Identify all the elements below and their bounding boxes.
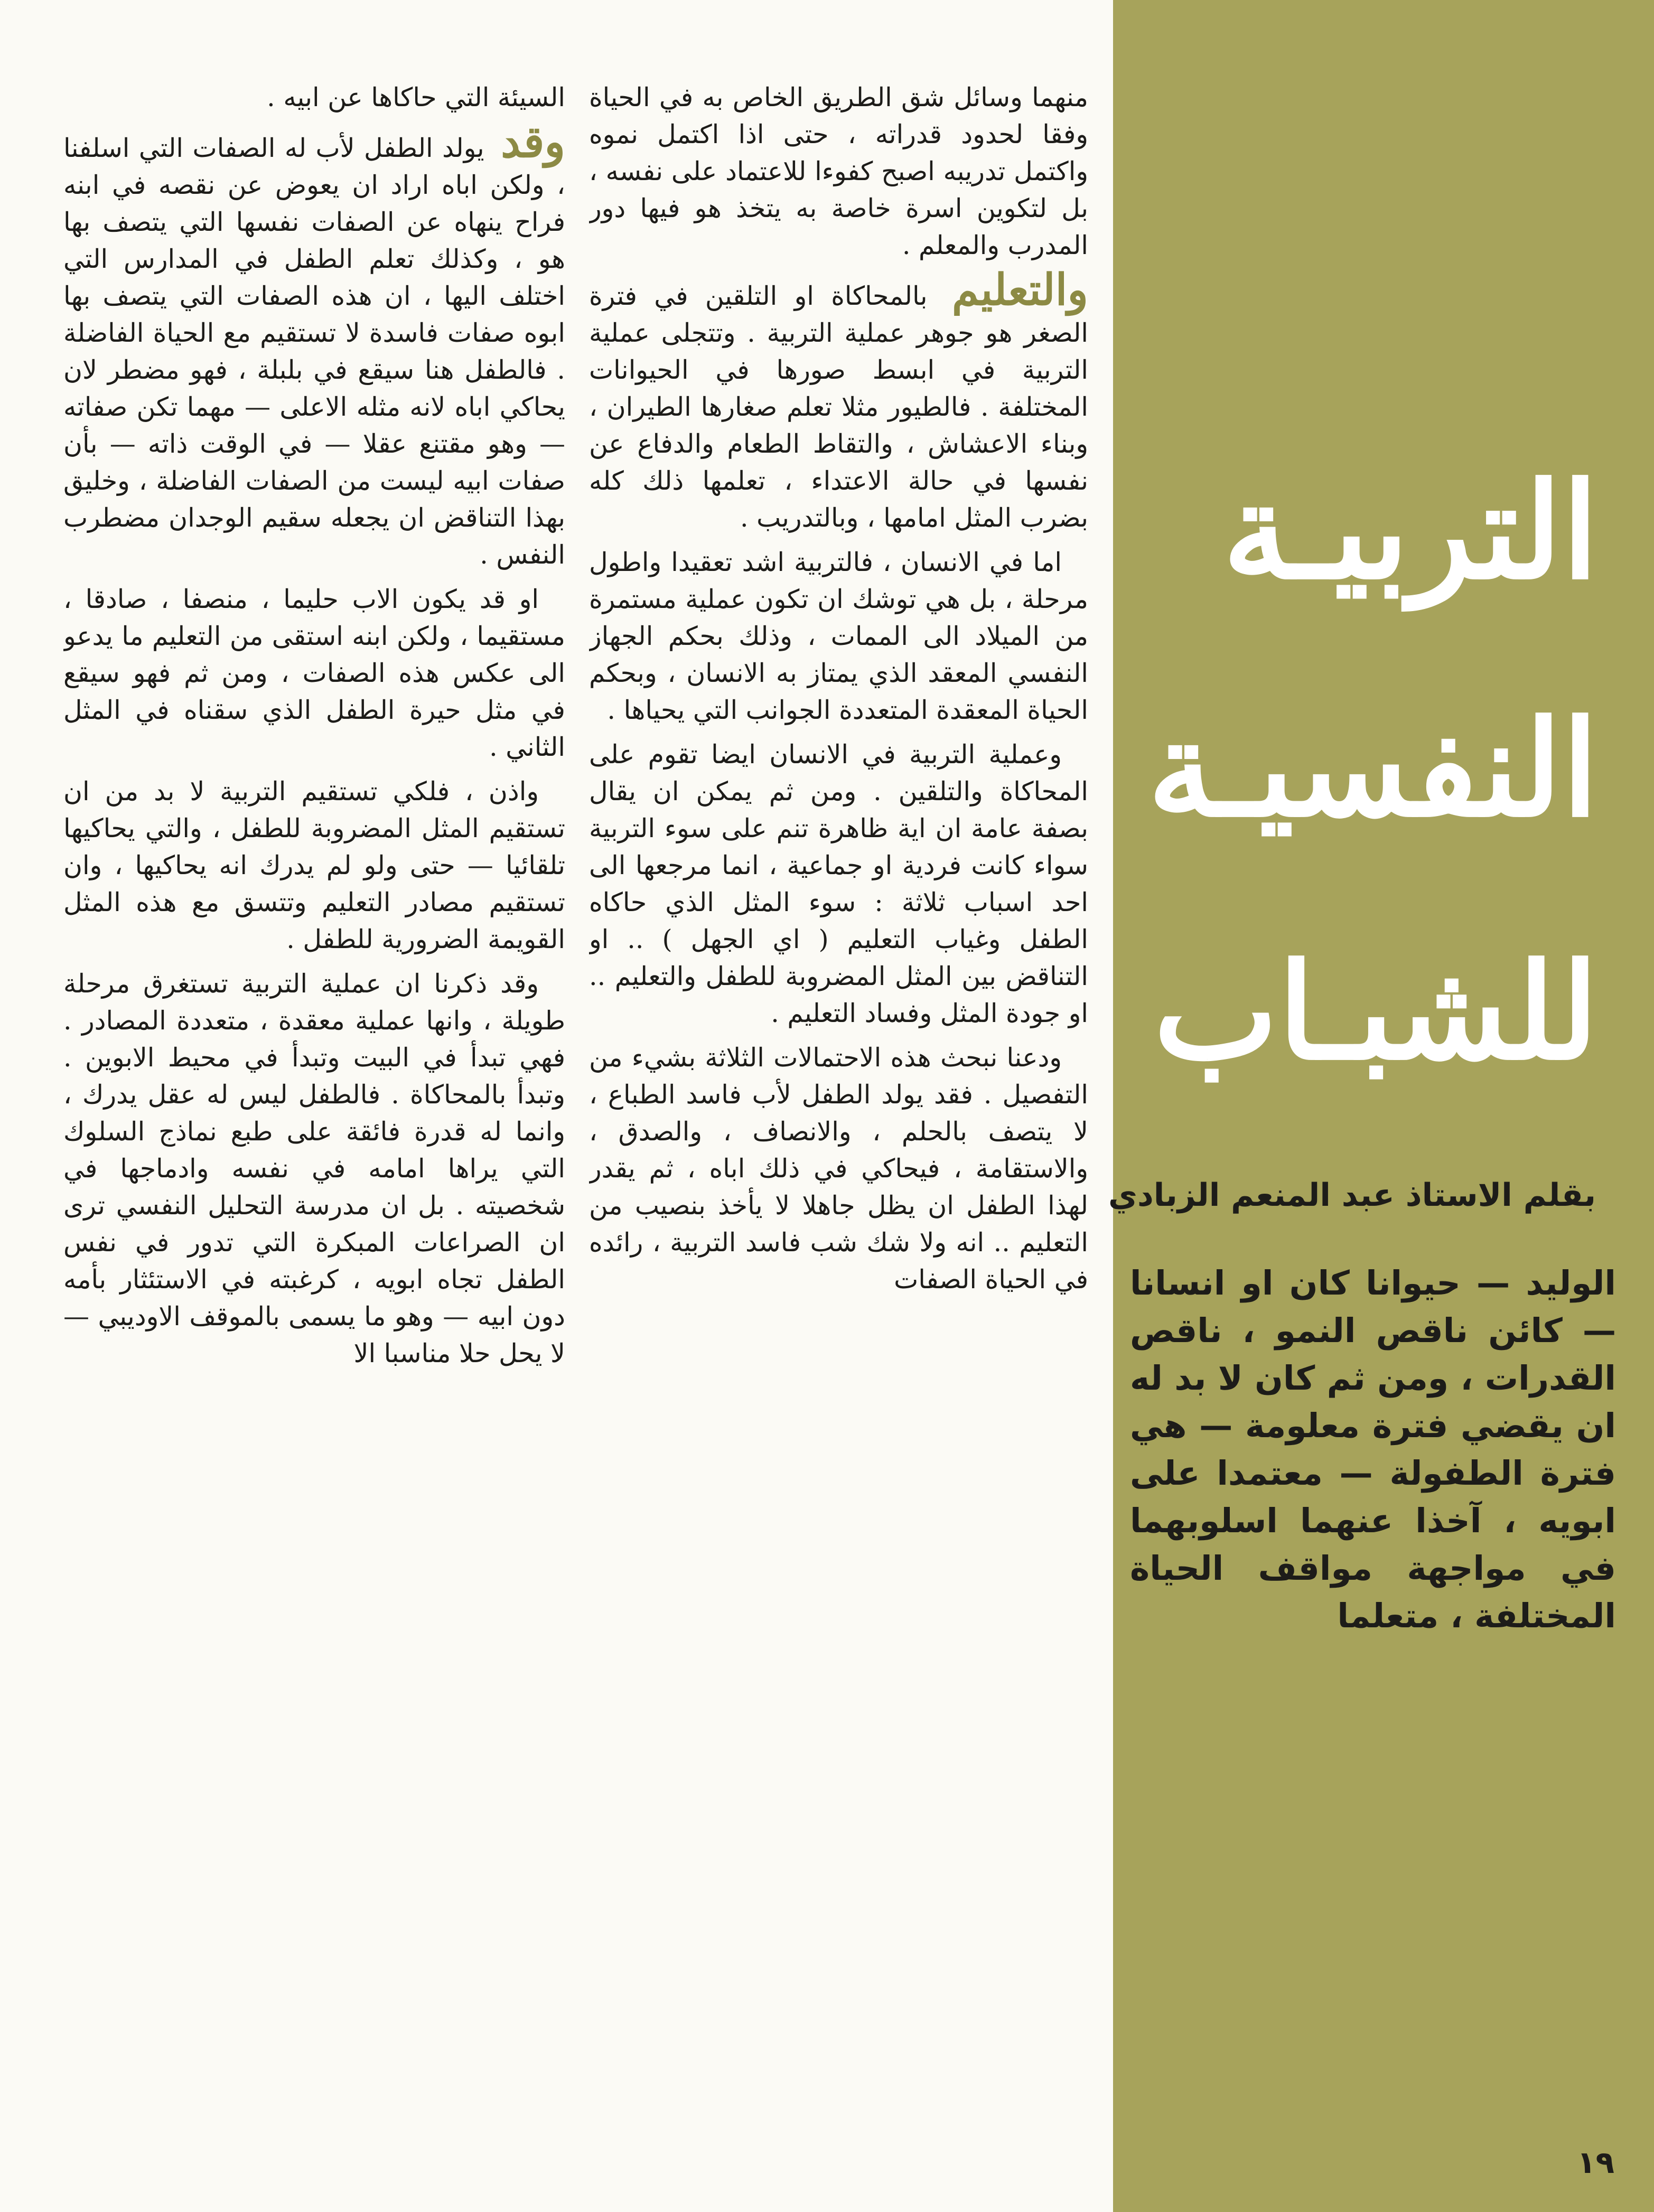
text-column-left: [63, 79, 565, 2155]
article-title-line: التربيـة: [1222, 453, 1599, 608]
paragraph: السيئة التي حاكاها عن ابيه .: [267, 82, 565, 113]
paragraph: او قد يكون الاب حليما ، منصفا ، صادقا ، مستقيما ، ولكن ابنه استقى من التعليم ما يدعو الى عكس هذه الصفات ، ومن ثم فهو سيقع في مثل حيرة الطفل الذي سقناه في المثل الثاني .: [63, 584, 565, 762]
title-panel: [1108, 0, 1654, 2212]
paragraph: [589, 265, 1088, 537]
paragraph: وقد ذكرنا ان عملية التربية تستغرق مرحلة طويلة ، وانها عملية معقدة ، متعددة المصادر . فهي تبدأ في البيت وتبدأ في محيط الابوين . وتبدأ بالمحاكاة . فالطفل ليس له عقل يدرك ، وانما له قدرة فائقة على طبع نماذج السلوك التي يراها امامه في نفسه وادماجها في شخصيته . بل ان مدرسة التحليل النفسي ترى ان الصراعات المبكرة التي تدور في نفس الطفل تجاه ابويه ، كرغبته في الاستئثار بأمه دون ابيه — وهو ما يسمى بالموقف الاوديبي — لا يحل حلا مناسبا الا: [63, 969, 565, 1369]
paragraph: منهما وسائل شق الطريق الخاص به في الحياة وفقا لحدود قدراته ، حتى اذا اكتمل نموه واكتمل تدريبه اصبح كفوءا للاعتماد على نفسه ، بل لتكوين اسرة خاصة به يتخذ هو فيها دور المدرب والمعلم .: [589, 82, 1088, 260]
article-title-line: النفسيـة: [1147, 691, 1599, 846]
paragraph: واذن ، فلكي تستقيم التربية لا بد من ان تستقيم المثل المضروبة للطفل ، والتي يحاكيها تلقائيا — حتى ولو لم يدرك انه يحاكيها ، وان تستقيم مصادر التعليم وتتسق مع هذه المثل القويمة الضرورية للطفل .: [63, 776, 565, 954]
paragraph-text: يولد الطفل لأب له الصفات التي اسلفنا ، ولكن اباه اراد ان يعوض عن نقصه في ابنه فراح ينهاه عن الصفات نفسها التي يتصف بها هو ، وكذلك تعلم الطفل في المدارس التي اختلف اليها ، ان هذه الصفات التي يتصف بها ابوه صفات فاسدة لا تستقيم مع الحياة الفاضلة . فالطفل هنا سيقع في بلبلة ، فهو مضطر لان يحاكي اباه لانه مثله الاعلى — مهما تكن صفاته — وهو مقتنع عقلا — في الوقت ذاته — بأن صفات ابيه ليست من الصفات الفاضلة ، وخليق بهذا التناقض ان يجعله سقيم الوجدان مضطرب النفس .: [63, 133, 565, 570]
article-title-line: للشبـاب: [1153, 934, 1599, 1089]
lead-word: وقد: [501, 117, 565, 167]
author-byline: بقلم الاستاذ عبد المنعم الزبادي: [1108, 1177, 1596, 1214]
paragraph: اما في الانسان ، فالتربية اشد تعقيدا واطول مرحلة ، بل هي توشك ان تكون عملية مستمرة من الميلاد الى الممات ، وذلك بحكم الجهاز النفسي المعقد الذي يمتاز به الانسان ، وبحكم الحياة المعقدة المتعددة الجوانب التي يحياها .: [589, 547, 1088, 725]
paragraph: وعملية التربية في الانسان ايضا تقوم على المحاكاة والتلقين . ومن ثم يمكن ان يقال بصفة عامة ان اية ظاهرة تنم على سوء التربية سواء كانت فردية او جماعية ، انما مرجعها الى احد اسباب ثلاثة : سوء المثل الذي حاكاه الطفل وغياب التعليم ( اي الجهل ) .. او التناقض بين المثل المضروبة للطفل والتعليم .. او جودة المثل وفساد التعليم .: [589, 739, 1088, 1028]
paragraph-text: بالمحاكاة او التلقين في فترة الصغر هو جوهر عملية التربية . وتتجلى عملية التربية في ابسط صورها في الحيوانات المختلفة . فالطيور مثلا تعلم صغارها الطيران ، وبناء الاعشاش ، والتقاط الطعام والدفاع عن نفسها في حالة الاعتداء ، تعلمها ذلك كله بضرب المثل امامها ، وبالتدريب .: [589, 281, 1088, 533]
paragraph: [63, 117, 565, 574]
page-number: ١٩: [1577, 2144, 1614, 2180]
text-column-middle: [589, 79, 1088, 2155]
paragraph: ودعنا نبحث هذه الاحتمالات الثلاثة بشيء من التفصيل . فقد يولد الطفل لأب فاسد الطباع ، لا يتصف بالحلم ، والانصاف ، والصدق ، والاستقامة ، فيحاكي في ذلك اباه ، ثم يقدر لهذا الطفل ان يظل جاهلا لا يأخذ بنصيب من التعليم .. انه ولا شك شب فاسد التربية ، رائده في الحياة الصفات: [589, 1043, 1088, 1295]
lead-word: والتعليم: [951, 265, 1088, 315]
intro-paragraph: الوليد — حيوانا كان او انسانا — كائن ناقص النمو ، ناقص القدرات ، ومن ثم كان لا بد له ان يقضي فترة معلومة — هي فترة الطفولة — معتمدا على ابويه ، آخذا عنهما اسلوبهما في مواجهة مواقف الحياة المختلفة ، متعلما: [1130, 1264, 1616, 1635]
